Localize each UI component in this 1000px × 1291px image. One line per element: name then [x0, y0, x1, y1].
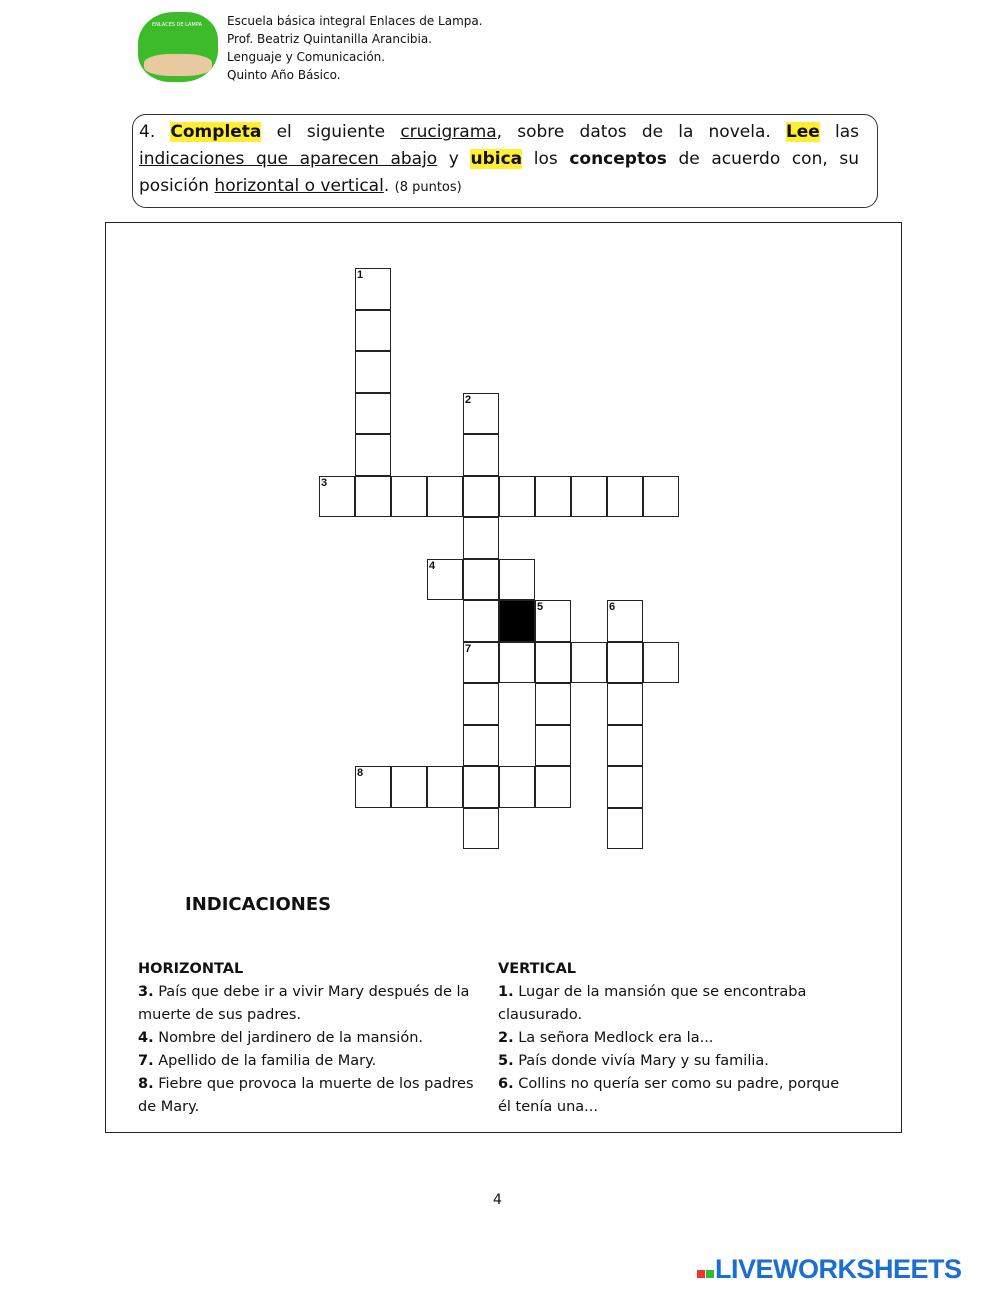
- crossword-cell[interactable]: [571, 642, 607, 684]
- crossword-cell[interactable]: [463, 476, 499, 518]
- crossword-cell[interactable]: [535, 725, 571, 767]
- crossword-cell[interactable]: [499, 559, 535, 601]
- crossword-cell[interactable]: [355, 268, 391, 310]
- crossword-cell[interactable]: [607, 683, 643, 725]
- crossword-cell[interactable]: [463, 683, 499, 725]
- clue: 3. País que debe ir a vivir Mary después de la muerte de sus padres.: [138, 984, 470, 1023]
- crossword-cell[interactable]: [463, 725, 499, 767]
- crossword-cell[interactable]: [355, 766, 391, 808]
- crossword-cell[interactable]: [427, 476, 463, 518]
- clue: 1. Lugar de la mansión que se encontraba clausurado.: [498, 984, 807, 1023]
- clue-number: 7: [465, 642, 472, 655]
- crossword-cell[interactable]: [535, 683, 571, 725]
- crossword-cell[interactable]: [319, 476, 355, 518]
- black-cell: [499, 600, 535, 642]
- clue-number: 2: [465, 393, 472, 406]
- crossword-cell[interactable]: [463, 808, 499, 850]
- indicaciones-title: INDICACIONES: [185, 894, 332, 915]
- crossword-cell[interactable]: [463, 559, 499, 601]
- crossword-cell[interactable]: [463, 600, 499, 642]
- crossword-cell[interactable]: [463, 517, 499, 559]
- school-logo: ENLACES DE LAMPA: [138, 12, 218, 82]
- crossword-cell[interactable]: [355, 310, 391, 352]
- crossword-cell[interactable]: [535, 600, 571, 642]
- clue-number: 5: [537, 601, 544, 613]
- crossword-cell[interactable]: [463, 766, 499, 808]
- crossword-cell[interactable]: [607, 766, 643, 808]
- crossword-cell[interactable]: [499, 642, 535, 684]
- crossword-cell[interactable]: [463, 642, 499, 684]
- clue: 5. País donde vivía Mary y su familia.: [498, 1053, 769, 1069]
- header-line: Prof. Beatriz Quintanilla Arancibia.: [227, 32, 433, 46]
- crossword-cell[interactable]: [607, 725, 643, 767]
- horizontal-clues: HORIZONTAL 3. País que debe ir a vivir Mary después de la muerte de sus padres. 4. Nombre del jardinero de la mansión. 7. Apellido de la familia de Mary. 8. Fiebre que provoca la muerte de los padres de Mary.: [138, 958, 493, 1119]
- crossword-cell[interactable]: [571, 476, 607, 518]
- clue-number: 4: [429, 559, 436, 572]
- clue-number: 1: [357, 269, 364, 281]
- crossword-cell[interactable]: [607, 808, 643, 850]
- crossword-cell[interactable]: [607, 642, 643, 684]
- crossword-cell[interactable]: [391, 476, 427, 518]
- school-header: [227, 12, 483, 84]
- clue: 2. La señora Medlock era la...: [498, 1030, 714, 1046]
- task-instructions: 4. Completa el siguiente crucigrama, sobre datos de la novela. Lee las indicaciones que aparecen abajo y ubica los conceptos de acuerdo con, su posición horizontal o vertical. (8 puntos): [132, 114, 878, 208]
- crossword-cell[interactable]: [463, 434, 499, 476]
- crossword-cell[interactable]: [355, 351, 391, 393]
- crossword-cell[interactable]: [391, 766, 427, 808]
- crossword-cell[interactable]: [355, 476, 391, 518]
- crossword-cell[interactable]: [427, 766, 463, 808]
- crossword-cell[interactable]: [355, 393, 391, 435]
- header-line: Quinto Año Básico.: [227, 68, 341, 82]
- crossword-cell[interactable]: [355, 434, 391, 476]
- clue: 7. Apellido de la familia de Mary.: [138, 1053, 377, 1069]
- crossword-cell[interactable]: [535, 766, 571, 808]
- vertical-clues: VERTICAL 1. Lugar de la mansión que se encontraba clausurado. 2. La señora Medlock era la... 5. País donde vivía Mary y su familia. 6. Collins no quería ser como su padre, porque él tenía una...: [498, 958, 853, 1119]
- clue-number: 6: [609, 601, 616, 613]
- crossword-cell[interactable]: [499, 476, 535, 518]
- liveworksheets-logo: LIVEWORKSHEETS: [697, 1254, 962, 1285]
- crossword-cell[interactable]: [463, 393, 499, 435]
- crossword-cell[interactable]: [643, 476, 679, 518]
- crossword-cell[interactable]: [607, 600, 643, 642]
- clue-number: 3: [321, 476, 328, 489]
- clue-number: 8: [357, 767, 364, 779]
- clue: 6. Collins no quería ser como su padre, porque él tenía una...: [498, 1076, 840, 1115]
- clue: 8. Fiebre que provoca la muerte de los padres de Mary.: [138, 1076, 474, 1115]
- crossword-cell[interactable]: [643, 642, 679, 684]
- page-number: 4: [493, 1192, 502, 1208]
- crossword-cell[interactable]: [499, 766, 535, 808]
- header-line: Lenguaje y Comunicación.: [227, 50, 386, 64]
- clue: 4. Nombre del jardinero de la mansión.: [138, 1030, 423, 1046]
- crossword-cell[interactable]: [535, 476, 571, 518]
- crossword-cell[interactable]: [535, 642, 571, 684]
- crossword-cell[interactable]: [607, 476, 643, 518]
- header-line: Escuela básica integral Enlaces de Lampa.: [227, 14, 483, 28]
- crossword-cell[interactable]: [427, 559, 463, 601]
